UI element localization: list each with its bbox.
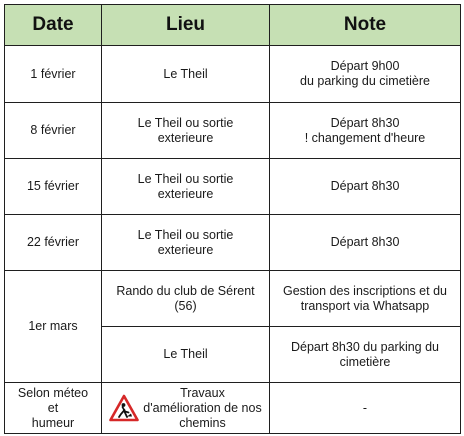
table-row bbox=[5, 215, 461, 271]
date-cell: 8 février bbox=[5, 103, 102, 159]
travaux-label: Travaux d'amélioration de nos chemins bbox=[143, 385, 262, 430]
table-row bbox=[5, 271, 461, 327]
table-row bbox=[5, 159, 461, 215]
date-cell: 15 février bbox=[5, 159, 102, 215]
lieu-cell: Le Theil ou sortie exterieure bbox=[102, 103, 270, 159]
lieu-cell: Le Theil bbox=[102, 46, 270, 103]
note-cell: Départ 8h30 bbox=[270, 215, 461, 271]
note-cell: - bbox=[270, 383, 461, 434]
roadwork-warning-icon bbox=[109, 394, 139, 422]
lieu-cell: Le Theil bbox=[102, 327, 270, 383]
date-cell: Selon méteo et humeur bbox=[5, 383, 102, 434]
date-cell-mars: 1er mars bbox=[5, 271, 102, 383]
note-cell: Départ 9h00 du parking du cimetière bbox=[270, 46, 461, 103]
note-cell: Gestion des inscriptions et du transport via Whatsapp bbox=[270, 271, 461, 327]
lieu-cell: Le Theil ou sortie exterieure bbox=[102, 159, 270, 215]
note-cell: Départ 8h30 bbox=[270, 159, 461, 215]
date-cell: 22 février bbox=[5, 215, 102, 271]
note-cell: Départ 8h30 ! changement d'heure bbox=[270, 103, 461, 159]
table-row bbox=[5, 46, 461, 103]
note-cell: Départ 8h30 du parking du cimetière bbox=[270, 327, 461, 383]
lieu-cell: Le Theil ou sortie exterieure bbox=[102, 215, 270, 271]
header-row bbox=[5, 5, 461, 46]
header-note: Note bbox=[270, 5, 461, 46]
date-cell: 1 février bbox=[5, 46, 102, 103]
table-row bbox=[5, 103, 461, 159]
lieu-cell: Rando du club de Sérent (56) bbox=[102, 271, 270, 327]
schedule-table bbox=[4, 4, 461, 434]
header-date: Date bbox=[5, 5, 102, 46]
header-lieu: Lieu bbox=[102, 5, 270, 46]
table-row bbox=[5, 383, 461, 434]
lieu-cell-travaux bbox=[102, 383, 270, 434]
